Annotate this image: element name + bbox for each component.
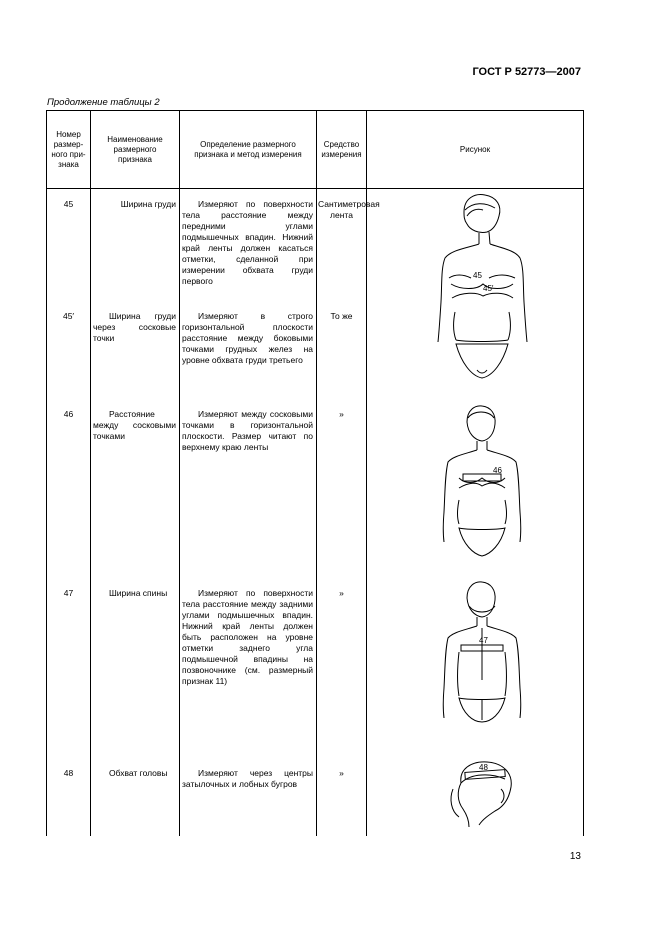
- row-number: 47: [63, 588, 74, 598]
- header-name: Наименование размерного признака: [91, 111, 180, 189]
- figure-label: 46: [493, 466, 502, 475]
- row-definition: Измеряют по поверхности тела расстояние между задними углами подмышечных впадин. Нижний край ленты должен быть расположен на уровне отметки заднего угла подмышечной впадины на позвоночнике (см. размерный признак 11): [182, 588, 313, 686]
- header-number: Номер размер- ного при- знака: [47, 111, 91, 189]
- row-tool: »: [339, 588, 344, 598]
- row-definition: Измеряют по поверхности тела расстояние между передними углами подмышечных впадин. Нижний край ленты должен касаться отметки, сделанной при измерении обхвата груди первого: [182, 199, 313, 286]
- row-name: Обхват головы: [109, 768, 168, 778]
- figure-label: 45: [473, 271, 482, 280]
- row-name: Ширина спины: [109, 588, 168, 598]
- measurement-table: [46, 110, 584, 836]
- row-number: 48: [63, 768, 74, 778]
- tool-column: [317, 189, 380, 837]
- row-definition: Измеряют между сосковыми точками в горизонтальной плоскости. Размер читают по верхнему краю ленты: [182, 409, 313, 452]
- figure-column: [367, 189, 584, 837]
- number-column: [47, 189, 91, 837]
- figure-chest-width: [427, 192, 537, 382]
- figure-nipple-distance: [437, 404, 527, 564]
- header-definition: Определение размерного признака и метод измерения: [180, 111, 317, 189]
- row-tool: »: [339, 768, 344, 778]
- name-column: [91, 189, 180, 837]
- row-tool: Сантиметровая лента: [318, 199, 380, 220]
- definition-column: [180, 189, 317, 837]
- row-name: Расстояние между сосковыми точками: [93, 409, 176, 441]
- figure-back-width: [437, 580, 527, 740]
- table-continuation-caption: Продолжение таблицы 2: [47, 97, 160, 108]
- row-definition: Измеряют в строго горизонтальной плоскости расстояние между боковыми точками грудных желез на уровне обхвата груди третьего: [182, 311, 313, 365]
- document-code: ГОСТ Р 52773—2007: [472, 66, 581, 78]
- row-number: 45′: [62, 311, 75, 321]
- figure-head-circumference: [443, 759, 523, 829]
- figure-label: 47: [479, 636, 488, 645]
- row-definition: Измеряют через центры затылочных и лобных бугров: [182, 768, 313, 789]
- table-body-row: [47, 189, 584, 837]
- row-tool: То же: [330, 311, 353, 321]
- row-name: Ширина груди: [120, 199, 176, 209]
- row-name: Ширина груди через сосковые точки: [93, 311, 176, 343]
- table-header-row: [47, 111, 584, 189]
- header-figure: Рисунок: [367, 111, 584, 189]
- row-number: 45: [63, 199, 74, 209]
- figure-label: 48: [479, 763, 488, 772]
- figure-label: 45′: [483, 284, 494, 293]
- header-tool: Средство измерения: [317, 111, 367, 189]
- row-tool: »: [339, 409, 344, 419]
- row-number: 46: [63, 409, 74, 419]
- page-number: 13: [569, 851, 581, 862]
